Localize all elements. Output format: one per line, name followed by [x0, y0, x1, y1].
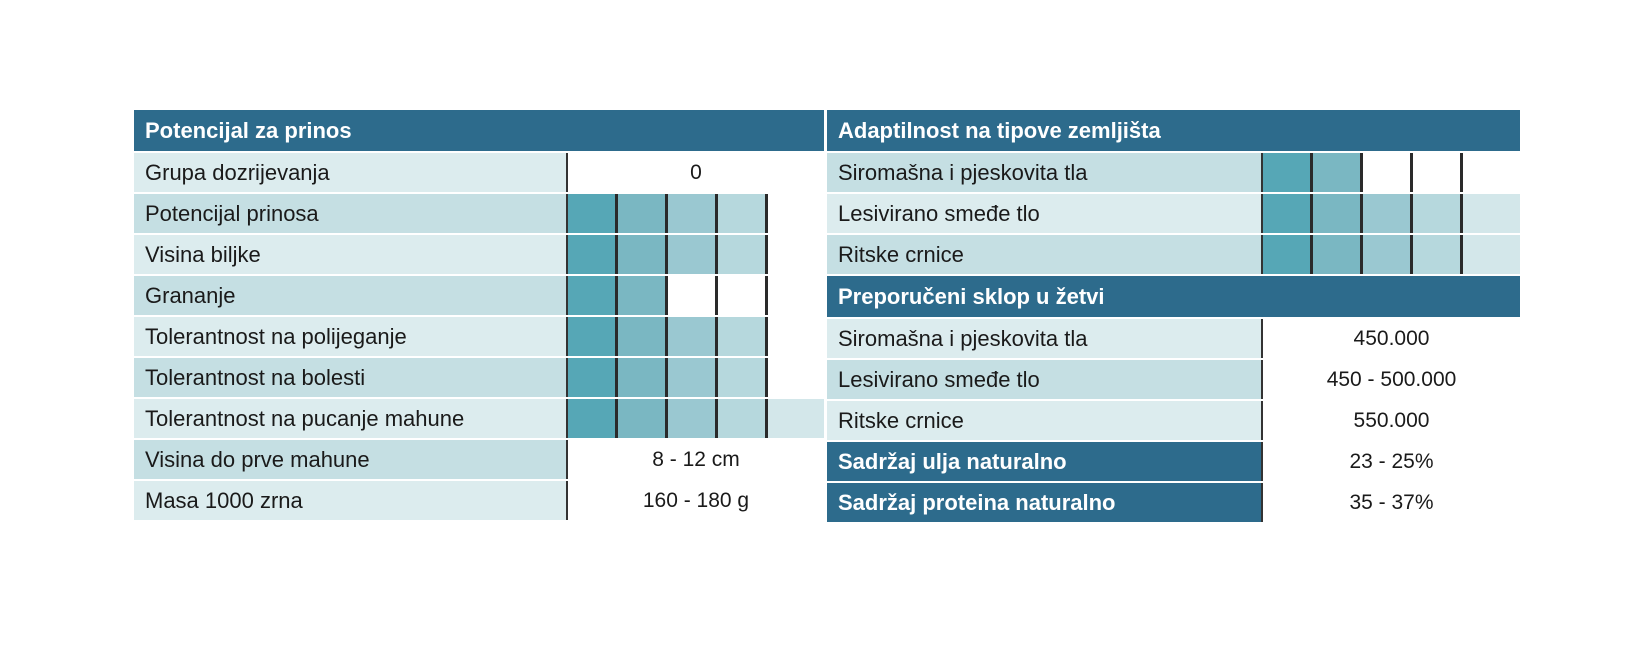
protein-content-label: Sadržaj proteina naturalno — [827, 483, 1263, 522]
rating-cell — [568, 276, 618, 315]
soil-adaptability-header — [827, 110, 1520, 153]
oil-content-value: 23 - 25% — [1263, 442, 1520, 481]
rating-cell — [1263, 153, 1313, 192]
rating-cell — [568, 235, 618, 274]
rating-cell — [618, 194, 668, 233]
table-row — [134, 276, 824, 317]
yield-potential-header — [134, 110, 824, 153]
oil-content-label: Sadržaj ulja naturalno — [827, 442, 1263, 481]
rating-cell — [1363, 153, 1413, 192]
table-row — [134, 153, 824, 194]
rating-cell — [1263, 235, 1313, 274]
rating-cell — [718, 317, 768, 356]
protein-content-value: 35 - 37% — [1263, 483, 1520, 522]
table-row — [134, 440, 824, 481]
rating-scale — [568, 317, 824, 356]
rating-cell — [718, 194, 768, 233]
row-label: Siromašna i pjeskovita tla — [827, 319, 1263, 358]
rating-cell — [568, 358, 618, 397]
yield-potential-title: Potencijal za prinos — [145, 117, 352, 143]
rating-cell — [768, 276, 824, 315]
rating-cell — [768, 358, 824, 397]
rating-cell — [1313, 235, 1363, 274]
row-label: Visina do prve mahune — [134, 440, 568, 479]
rating-cell — [668, 194, 718, 233]
row-label: Grananje — [134, 276, 568, 315]
table-row — [134, 194, 824, 235]
rating-cell — [768, 317, 824, 356]
row-label: Siromašna i pjeskovita tla — [827, 153, 1263, 192]
table-row — [827, 483, 1520, 524]
rating-cell — [1413, 235, 1463, 274]
rating-cell — [718, 276, 768, 315]
table-row — [134, 317, 824, 358]
rating-cell — [568, 194, 618, 233]
rating-cell — [618, 235, 668, 274]
rating-cell — [668, 235, 718, 274]
soil-and-density-table — [827, 110, 1520, 524]
rating-cell — [1313, 153, 1363, 192]
soil-adaptability-title: Adaptilnost na tipove zemljišta — [838, 117, 1161, 143]
table-row — [134, 399, 824, 440]
rating-cell — [668, 358, 718, 397]
row-value: 0 — [568, 153, 824, 192]
row-label: Visina biljke — [134, 235, 568, 274]
rating-cell — [618, 276, 668, 315]
rating-cell — [618, 317, 668, 356]
rating-cell — [568, 317, 618, 356]
row-label: Ritske crnice — [827, 401, 1263, 440]
yield-potential-table — [134, 110, 824, 522]
row-value: 8 - 12 cm — [568, 440, 824, 479]
rating-cell — [1263, 194, 1313, 233]
harvest-density-header — [827, 276, 1520, 319]
rating-cell — [618, 399, 668, 438]
row-label: Tolerantnost na bolesti — [134, 358, 568, 397]
table-row — [827, 194, 1520, 235]
rating-scale — [568, 194, 824, 233]
row-label: Ritske crnice — [827, 235, 1263, 274]
rating-scale — [568, 235, 824, 274]
rating-scale — [1263, 194, 1520, 233]
rating-cell — [1313, 194, 1363, 233]
row-value: 160 - 180 g — [568, 481, 824, 520]
table-row — [134, 358, 824, 399]
rating-cell — [768, 235, 824, 274]
rating-cell — [1463, 235, 1520, 274]
rating-cell — [768, 194, 824, 233]
table-row — [827, 442, 1520, 483]
table-row — [827, 153, 1520, 194]
table-row — [827, 319, 1520, 360]
rating-cell — [618, 358, 668, 397]
rating-scale — [1263, 235, 1520, 274]
rating-cell — [1413, 153, 1463, 192]
table-row — [827, 401, 1520, 442]
rating-cell — [1363, 194, 1413, 233]
rating-scale — [568, 358, 824, 397]
rating-cell — [668, 317, 718, 356]
row-label: Lesivirano smeđe tlo — [827, 360, 1263, 399]
rating-cell — [1363, 235, 1413, 274]
rating-cell — [718, 399, 768, 438]
rating-cell — [1463, 194, 1520, 233]
table-row — [134, 481, 824, 522]
row-label: Tolerantnost na polijeganje — [134, 317, 568, 356]
table-row — [827, 360, 1520, 401]
row-label: Grupa dozrijevanja — [134, 153, 568, 192]
rating-cell — [668, 276, 718, 315]
row-value: 450.000 — [1263, 319, 1520, 358]
rating-scale — [568, 276, 824, 315]
rating-cell — [768, 399, 824, 438]
row-label: Tolerantnost na pucanje mahune — [134, 399, 568, 438]
row-label: Lesivirano smeđe tlo — [827, 194, 1263, 233]
rating-cell — [1413, 194, 1463, 233]
rating-cell — [668, 399, 718, 438]
harvest-density-title: Preporučeni sklop u žetvi — [838, 283, 1105, 309]
rating-cell — [718, 358, 768, 397]
row-value: 550.000 — [1263, 401, 1520, 440]
table-row — [134, 235, 824, 276]
rating-scale — [1263, 153, 1520, 192]
rating-cell — [568, 399, 618, 438]
row-label: Potencijal prinosa — [134, 194, 568, 233]
rating-scale — [568, 399, 824, 438]
rating-cell — [718, 235, 768, 274]
rating-cell — [1463, 153, 1520, 192]
row-value: 450 - 500.000 — [1263, 360, 1520, 399]
table-row — [827, 235, 1520, 276]
row-label: Masa 1000 zrna — [134, 481, 568, 520]
